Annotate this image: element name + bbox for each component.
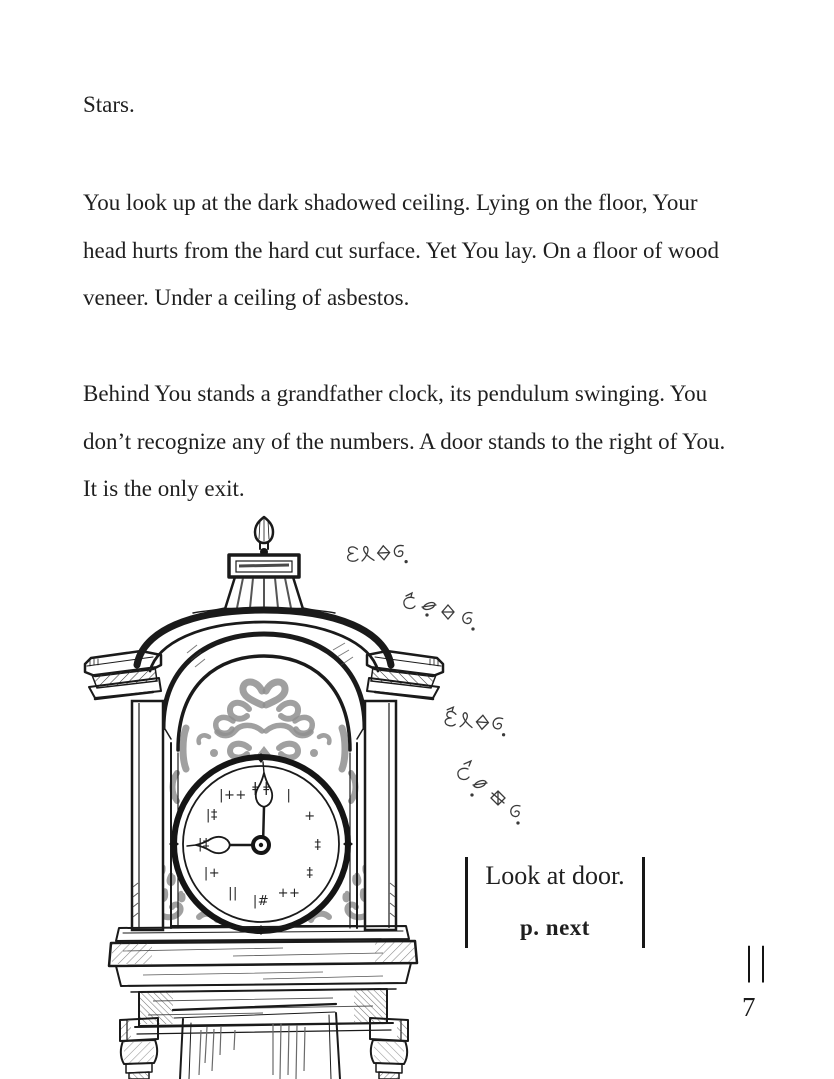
- paragraph-line: head hurts from the hard cut surface. Yet You lay. On a floor of wood: [83, 237, 719, 263]
- grandfather-clock-illustration: [83, 515, 445, 1079]
- paragraph-line: veneer. Under a ceiling of asbestos.: [83, 285, 410, 310]
- clock-finial: [193, 517, 335, 613]
- clock-numeral: ǂ ǂ: [252, 781, 270, 796]
- waist-shelf: [109, 926, 417, 992]
- story-opening: Stars.: [83, 92, 135, 117]
- clock-numeral: |++: [219, 788, 247, 803]
- alien-script-mark-4: [452, 758, 530, 830]
- frieze-band: [135, 989, 393, 1034]
- alien-script-mark-3: [442, 704, 516, 752]
- alien-script-mark-1: [344, 536, 416, 584]
- clock-hood: [137, 610, 391, 750]
- left-cornice: [85, 651, 161, 699]
- page-number: 7: [742, 992, 756, 1022]
- clock-numeral: |‡: [198, 837, 210, 852]
- paragraph-line: It is the only exit.: [83, 476, 245, 501]
- clock-trunk: [173, 1004, 340, 1079]
- section-pause-mark: ||: [745, 938, 774, 983]
- clock-numeral: |: [286, 788, 292, 803]
- right-cornice: [367, 651, 443, 699]
- clock-numeral: ||: [228, 886, 238, 901]
- clock-numeral: |#: [252, 894, 270, 909]
- story-paragraph-2: [83, 370, 755, 513]
- clock-numeral: +: [304, 809, 316, 824]
- choice-target-page: p. next: [520, 915, 590, 940]
- clock-numeral: |+: [203, 866, 221, 881]
- clock-numeral: |‡: [206, 808, 218, 823]
- paragraph-line: You look up at the dark shadowed ceiling. Lying on the floor, Your: [83, 190, 698, 215]
- paragraph-line: Behind You stands a grandfather clock, its pendulum swinging. You: [83, 381, 708, 406]
- paragraph-line: don’t recognize any of the numbers. A door stands to the right of You.: [83, 428, 726, 454]
- clock-numeral: ‡: [314, 838, 322, 853]
- left-column: [132, 701, 163, 930]
- clock-numeral: ‡: [306, 866, 314, 881]
- alien-script-mark-2: [400, 588, 480, 638]
- clock-numeral: ++: [277, 886, 301, 901]
- choice-box[interactable]: [465, 857, 645, 948]
- story-paragraph-1: [83, 179, 755, 322]
- right-post: [370, 1018, 408, 1079]
- right-column: [365, 701, 396, 930]
- clock-face: [169, 753, 353, 935]
- choice-prompt: Look at door.: [485, 861, 625, 890]
